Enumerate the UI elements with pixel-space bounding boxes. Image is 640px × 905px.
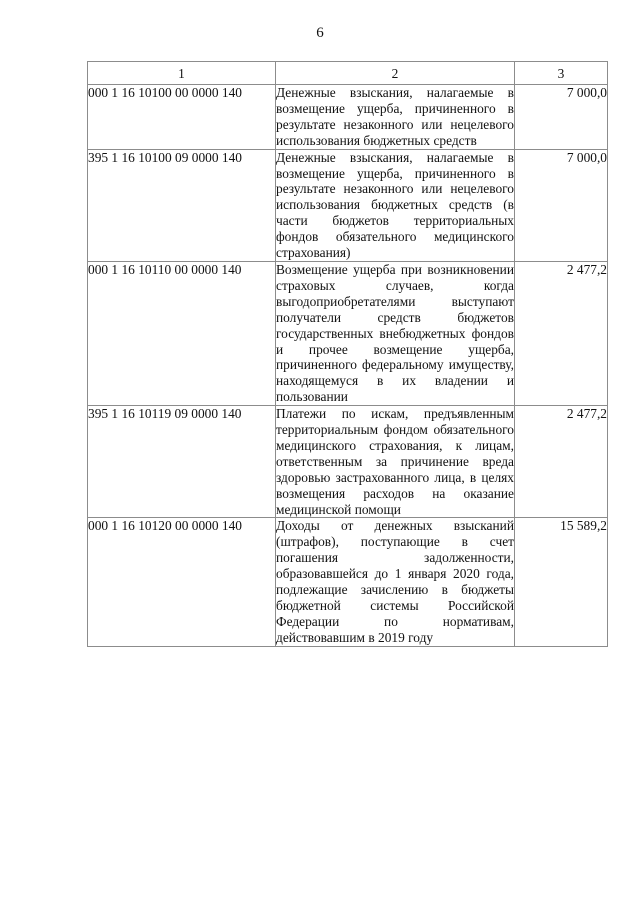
revenue-name-cell: Доходы от денежных взысканий (штрафов), поступающие в счет погашения задолженности, образовавшейся до 1 января 2020 года, подлежащие зачислению в бюджеты бюджетной системы Российской Федерации по нормативам, действовавшим в 2019 году: [276, 518, 514, 645]
revenue-amount-cell: 15 589,2: [515, 518, 608, 646]
revenue-name-cell: Платежи по искам, предъявленным территориальным фондом обязательного медицинского страхования, к лицам, ответственным за причинение вреда здоровью застрахованного лица, в целях возмещения расходов на оказание медицинской помощи: [276, 406, 514, 517]
revenue-name-cell: Денежные взыскания, налагаемые в возмещение ущерба, причиненного в результате незаконного или нецелевого использования бюджетных средств (в части бюджетов территориальных фондов обязательного медицинского страхования): [276, 149, 514, 261]
revenue-code-cell: 000 1 16 10100 00 0000 140: [88, 85, 276, 150]
table-header-row: [88, 62, 608, 85]
revenue-name-cell: Возмещение ущерба при возникновении страховых случаев, когда выгодоприобретателями выступают получатели средств бюджетов государственных внебюджетных фондов и прочее возмещение ущерба, причиненного федеральному имуществу, находящемуся в их владении и пользовании: [276, 261, 514, 405]
column-header-name: 2: [276, 62, 515, 85]
revenue-code-cell: 395 1 16 10100 09 0000 140: [88, 149, 276, 261]
revenue-code-cell: 000 1 16 10120 00 0000 140: [88, 518, 276, 646]
page-number: 6: [316, 25, 324, 41]
revenue-amount-cell: 2 477,2: [515, 261, 608, 405]
revenue-code-cell: 395 1 16 10119 09 0000 140: [88, 406, 276, 518]
table-row: [88, 518, 608, 646]
revenue-amount-cell: 2 477,2: [515, 406, 608, 518]
revenue-amount-cell: 7 000,0: [515, 149, 608, 261]
budget-revenue-table: [87, 61, 608, 647]
table-row: [88, 149, 608, 261]
column-header-code: 1: [88, 62, 276, 85]
revenue-amount-cell: 7 000,0: [515, 85, 608, 150]
table-row: [88, 85, 608, 150]
revenue-code-cell: 000 1 16 10110 00 0000 140: [88, 261, 276, 405]
table-row: [88, 261, 608, 405]
column-header-amount: 3: [515, 62, 608, 85]
table-row: [88, 406, 608, 518]
revenue-name-cell: Денежные взыскания, налагаемые в возмещение ущерба, причиненного в результате незаконного или нецелевого использования бюджетных средств: [276, 85, 514, 148]
